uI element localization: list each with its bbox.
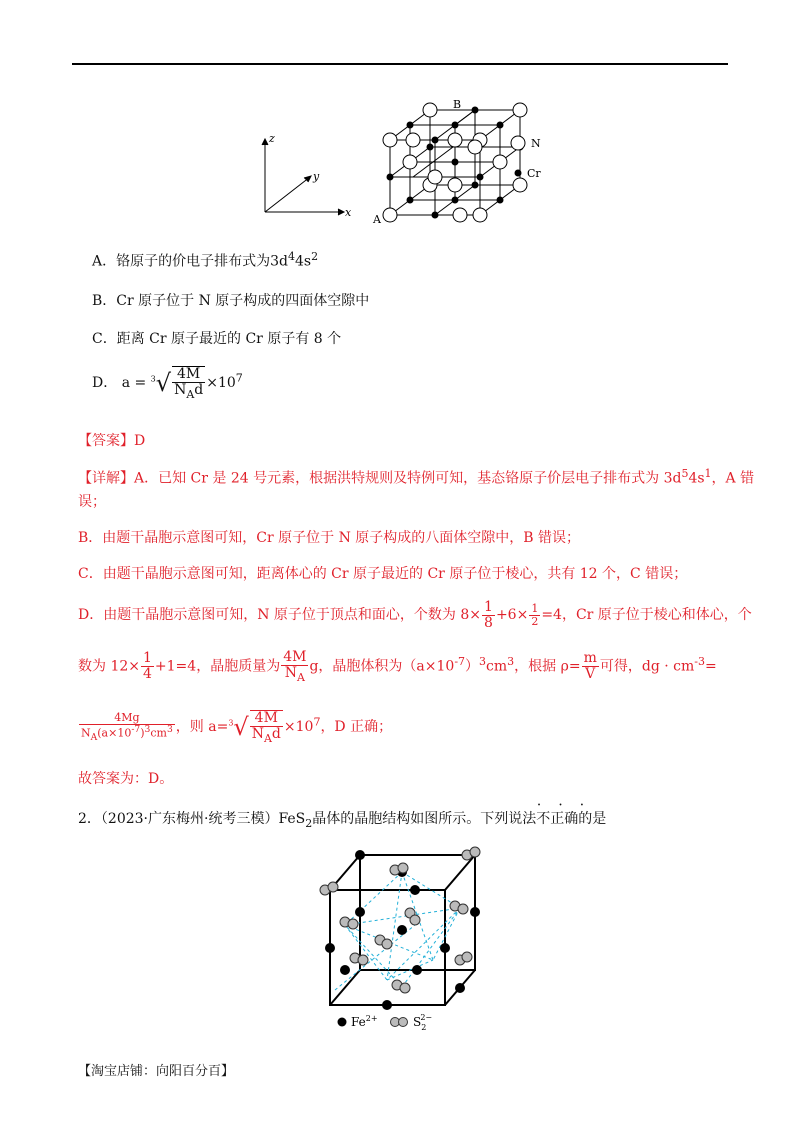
option-a-text: A．铬原子的价电子排布式为 [92,253,271,270]
option-a-sup1: 4 [288,250,295,263]
radical-sign: √ [155,369,172,398]
option-d-times: ×10 [206,375,236,392]
option-d-fraction [172,366,205,400]
axis-label-z: z [269,132,275,145]
option-d-exp: 7 [235,371,243,385]
axis-label-x: x [345,206,352,219]
emphasis-text: • • • 不正确 [536,811,578,827]
question-formula: FeS [278,811,306,827]
legend-fe-symbol [338,1018,347,1027]
detail-d-line2: 数为 12× $\frac{1}{4}$ +1=4，晶胞质量为 $\frac{4M}{N_A}$ g，晶胞体积为$(a\times 10^{-7})^3cm^3$，根据 ρ= $\frac{m}{V}$ 可得，dg · $cm^{-3}=$ [78,649,717,684]
vertex-label-a: A [373,213,381,226]
option-a [92,250,318,271]
option-d-num: 4M [172,367,205,383]
detail-d-line3: $\frac{4Mg}{N_A(a\times 10^{-7})^3cm^3}$ ，则 a=$^3$√ $\frac{4M}{N_Ad}$ $\times 10^7$，D 正确； [81,710,393,745]
question-2: 2．（2023·广东梅州·统考三模）FeS$_2$晶体的晶胞结构如图所示。下列说法• • • 不正确的是 [78,808,606,830]
detail-b: B．由题干晶胞示意图可知，Cr 原子位于 N 原子构成的八面体空隙中，B 错误； [78,530,581,546]
option-d-den: $N_Ad$ [174,381,204,401]
option-c: C．距离 Cr 原子最近的 Cr 原子有 8 个 [92,331,342,347]
axis-label-y: y [313,170,320,183]
header-rule [72,63,728,65]
option-a-formula: 3d [270,253,288,270]
coordinate-axes [262,139,344,215]
legend-fe-label: $Fe^{2+}$ [351,1014,378,1029]
question-source: （2023·广东梅州·统考三模） [100,811,279,827]
legend-s2-label: $S_22-$ [413,1013,433,1032]
answer-label: 【答案】D [78,433,146,449]
question-number: 2． [78,811,101,827]
option-d-label: D． [92,375,118,392]
fes2-unit-cell-figure [315,840,485,1035]
legend-n-symbol [511,136,525,150]
detail-a: 【详解】A．已知 Cr 是 24 号元素，根据洪特规则及特例可知，基态铬原子价层电子排布式为 $3d^54s^1$，A 错 [78,467,755,487]
legend-cr-label: Cr [527,167,541,180]
detail-c: C．由题干晶胞示意图可知，距离体心的 Cr 原子最近的 Cr 原子位于棱心，共有 12 个，C 错误； [78,566,688,582]
conclusion: 故答案为：D。 [78,771,174,787]
vertex-label-b: B [453,98,462,111]
option-d-root-index: 3 [150,374,156,384]
footer-shop: 【淘宝店铺：向阳百分百】 [78,1064,235,1079]
detail-d-line1: D．由题干晶胞示意图可知，N 原子位于顶点和面心，个数为 8× $\frac{1}{8}$ +6× $\frac{1}{2}$ =4，Cr 原子位于棱心和体心，个 [78,599,752,631]
option-d [92,366,243,400]
legend-cr-symbol [515,170,522,177]
option-a-sup2: 2 [311,250,319,263]
option-a-formula2: 4s [295,253,312,270]
legend-n-label: N [531,137,541,150]
option-d-a: a = [121,375,147,392]
crn-unit-cell-figure [255,95,555,230]
detail-a-cont: 误； [78,494,106,510]
option-b: B．Cr 原子位于 N 原子构成的四面体空隙中 [92,293,370,309]
